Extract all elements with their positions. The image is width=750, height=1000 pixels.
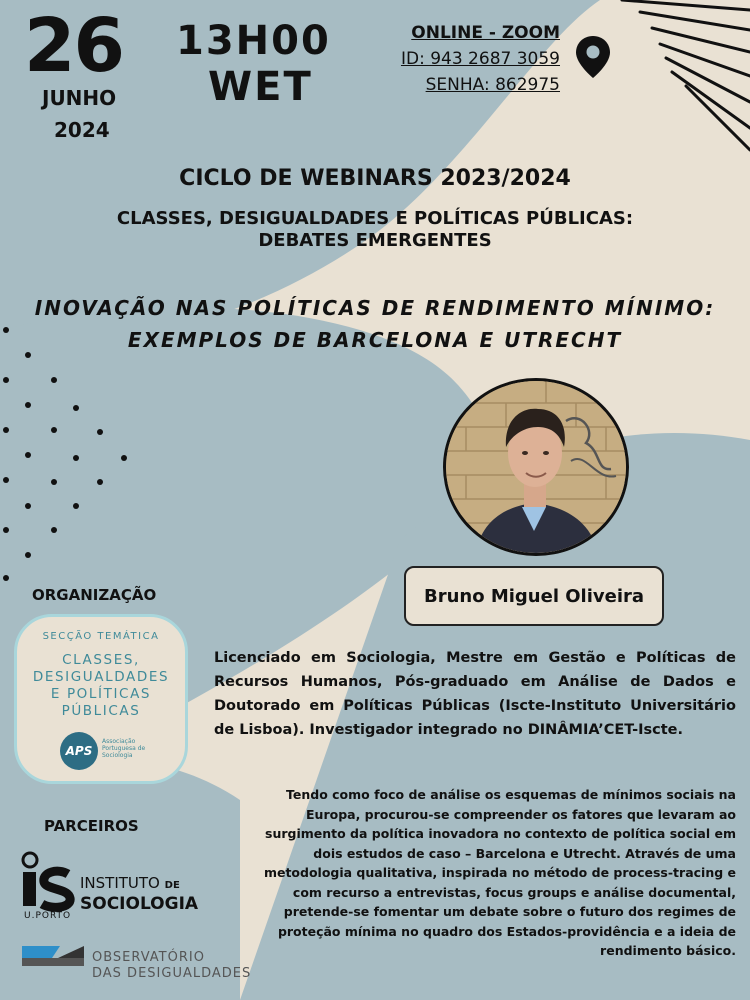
event-month: JUNHO: [42, 86, 117, 110]
instituto-sociologia-name: INSTITUTO DE SOCIOLOGIA: [80, 874, 199, 914]
thematic-section-badge: [14, 614, 188, 784]
event-day: 26: [24, 3, 123, 89]
aps-logo-text: Associação Portuguesa de Sociologia: [102, 738, 146, 759]
event-time: 13H00: [176, 18, 331, 64]
observatorio-logo-icon: [22, 946, 84, 968]
badge-header: SECÇÃO TEMÁTICA: [42, 631, 160, 642]
zoom-title[interactable]: ONLINE - ZOOM: [411, 23, 560, 43]
partners-label: PARCEIROS: [44, 817, 139, 835]
event-timezone: WET: [208, 64, 313, 110]
uporto-label: U.PORTO: [24, 911, 72, 921]
zoom-access: [401, 20, 560, 98]
talk-title: INOVAÇÃO NAS POLÍTICAS DE RENDIMENTO MÍNIMO: EXEMPLOS DE BARCELONA E UTRECHT: [34, 296, 716, 352]
series-topic: CLASSES, DESIGUALDADES E POLÍTICAS PÚBLICAS: DEBATES EMERGENTES: [116, 208, 634, 251]
event-year: 2024: [54, 118, 110, 142]
speaker-name: Bruno Miguel Oliveira: [404, 566, 664, 626]
organization-label: ORGANIZAÇÃO: [32, 586, 157, 604]
aps-logo: APS: [60, 732, 98, 770]
observatorio-name: OBSERVATÓRIO DAS DESIGUALDADES: [92, 950, 252, 981]
zoom-meeting-id[interactable]: ID: 943 2687 3059: [400, 49, 560, 69]
talk-description: Tendo como foco de análise os esquemas de mínimos sociais na Europa, procurou-se compreender os fatores que levaram ao surgimento da política inovadora no contexto de política social em dois estudos de caso – Barcelona e Utrecht. Através de uma metodologia qualitativa, inspirada no método de process-tracing e com recurso a entrevistas, focus groups e análise documental, pretende-se fomentar um debate sobre o futuro dos regimes de proteção mínima no quadro dos Estados-providência e a ideia de rendimento básico.: [263, 787, 736, 958]
speaker-bio: Licenciado em Sociologia, Mestre em Gestão e Políticas de Recursos Humanos, Pós-graduado em Análise de Dados e Doutorado em Políticas Públicas (Iscte-Instituto Universitário de Lisboa). Investigador integrado no DINÂMIA’CET-Iscte.: [214, 650, 736, 738]
series-title: CICLO DE WEBINARS 2023/2024: [179, 166, 571, 191]
instituto-sociologia-logo-icon: [18, 850, 80, 912]
location-pin-icon: [574, 34, 612, 80]
zoom-password[interactable]: SENHA: 862975: [425, 75, 560, 95]
speaker-photo: [443, 378, 629, 556]
badge-title: CLASSES, DESIGUALDADES E POLÍTICAS PÚBLICAS: [32, 652, 170, 719]
